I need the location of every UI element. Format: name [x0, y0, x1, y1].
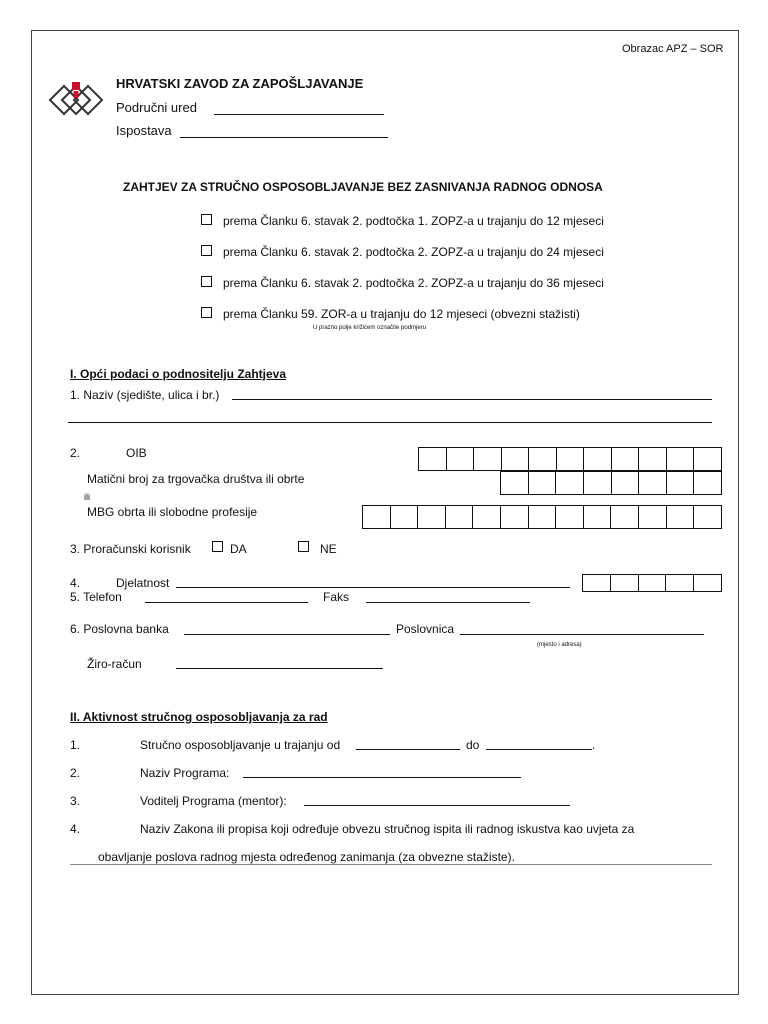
- mb-label: Matični broj za trgovačka društva ili obrte: [87, 472, 305, 486]
- da-label: DA: [230, 542, 247, 556]
- item-1-label: Stručno osposobljavanje u trajanju od: [140, 738, 341, 752]
- telefon-field[interactable]: [145, 602, 308, 603]
- banka-field[interactable]: [184, 634, 390, 635]
- ili-label: ili: [84, 492, 90, 502]
- naziv-field-line-2[interactable]: [68, 422, 712, 423]
- ne-checkbox[interactable]: [298, 541, 309, 552]
- mbg-grid[interactable]: [362, 505, 722, 529]
- faks-field[interactable]: [366, 602, 530, 603]
- mbg-label: MBG obrta ili slobodne profesije: [87, 505, 258, 519]
- option-1-label: prema Članku 6. stavak 2. podtočka 1. ZOPZ-a u trajanju do 12 mjeseci: [223, 214, 604, 228]
- do-label: do: [466, 738, 480, 752]
- banka-label: 6. Poslovna banka: [70, 622, 169, 636]
- djelatnost-code-grid[interactable]: [582, 574, 722, 592]
- ziro-label: Žiro-račun: [87, 657, 142, 671]
- org-name: HRVATSKI ZAVOD ZA ZAPOŠLJAVANJE: [116, 76, 364, 91]
- option-2-checkbox[interactable]: [201, 245, 212, 256]
- oib-number: 2.: [70, 446, 81, 460]
- item-4-label: Naziv Zakona ili propisa koji određuje obvezu stručnog ispita ili radnog iskustva kao uvjeta za: [140, 822, 635, 836]
- branch-label: Ispostava: [116, 123, 172, 138]
- mb-grid[interactable]: [500, 471, 722, 495]
- item-4-number: 4.: [70, 822, 81, 836]
- item-3-label: Voditelj Programa (mentor):: [140, 794, 287, 808]
- section-1-heading: I. Opći podaci o podnositelju Zahtjeva: [70, 367, 287, 381]
- form-title: ZAHTJEV ZA STRUČNO OSPOSOBLJAVANJE BEZ ZASNIVANJA RADNOG ODNOSA: [123, 180, 603, 194]
- naziv-field[interactable]: [232, 399, 712, 400]
- item-2-number: 2.: [70, 766, 81, 780]
- poslovnica-label: Poslovnica: [396, 622, 455, 636]
- item-3-number: 3.: [70, 794, 81, 808]
- option-3-checkbox[interactable]: [201, 276, 212, 287]
- oib-label: OIB: [126, 446, 147, 460]
- ne-label: NE: [320, 542, 337, 556]
- section-2-heading: II. Aktivnost stručnog osposobljavanja za rad: [70, 710, 328, 724]
- djelatnost-number: 4.: [70, 576, 81, 590]
- djelatnost-label: Djelatnost: [116, 576, 170, 590]
- regional-office-field[interactable]: [214, 114, 384, 115]
- faks-label: Faks: [323, 590, 350, 604]
- poslovnica-field[interactable]: [460, 634, 704, 635]
- mjesto-note: (mjesto i adresa): [537, 642, 582, 648]
- option-3-label: prema Članku 6. stavak 2. podtočka 2. ZOPZ-a u trajanju do 36 mjeseci: [223, 276, 604, 290]
- oib-grid[interactable]: [418, 447, 722, 471]
- option-2-label: prema Članku 6. stavak 2. podtočka 2. ZOPZ-a u trajanju do 24 mjeseci: [223, 245, 604, 259]
- option-4-label: prema Članku 59. ZOR-a u trajanju do 12 mjeseci (obvezni stažisti): [223, 307, 580, 321]
- option-1-checkbox[interactable]: [201, 214, 212, 225]
- hzz-logo: [46, 78, 108, 120]
- ziro-field[interactable]: [176, 668, 383, 669]
- zakon-field[interactable]: [70, 864, 712, 865]
- period-mark: .: [592, 738, 596, 752]
- naziv-label: 1. Naziv (sjedište, ulica i br.): [70, 388, 220, 402]
- mentor-field[interactable]: [304, 805, 570, 806]
- item-1-number: 1.: [70, 738, 81, 752]
- form-code: Obrazac APZ – SOR: [622, 43, 724, 55]
- telefon-label: 5. Telefon: [70, 590, 122, 604]
- regional-office-label: Područni ured: [116, 100, 197, 115]
- item-2-label: Naziv Programa:: [140, 766, 230, 780]
- trajanje-do-field[interactable]: [486, 749, 592, 750]
- da-checkbox[interactable]: [212, 541, 223, 552]
- trajanje-od-field[interactable]: [356, 749, 460, 750]
- proracunski-label: 3. Proračunski korisnik: [70, 542, 191, 556]
- branch-field[interactable]: [180, 137, 388, 138]
- option-4-checkbox[interactable]: [201, 307, 212, 318]
- item-4-continuation: obavljanje poslova radnog mjesta određenog zanimanja (za obvezne stažiste).: [98, 850, 515, 864]
- djelatnost-field[interactable]: [176, 587, 570, 588]
- options-note: U prazno polje križićem označite podmjeru: [313, 325, 427, 331]
- naziv-programa-field[interactable]: [243, 777, 521, 778]
